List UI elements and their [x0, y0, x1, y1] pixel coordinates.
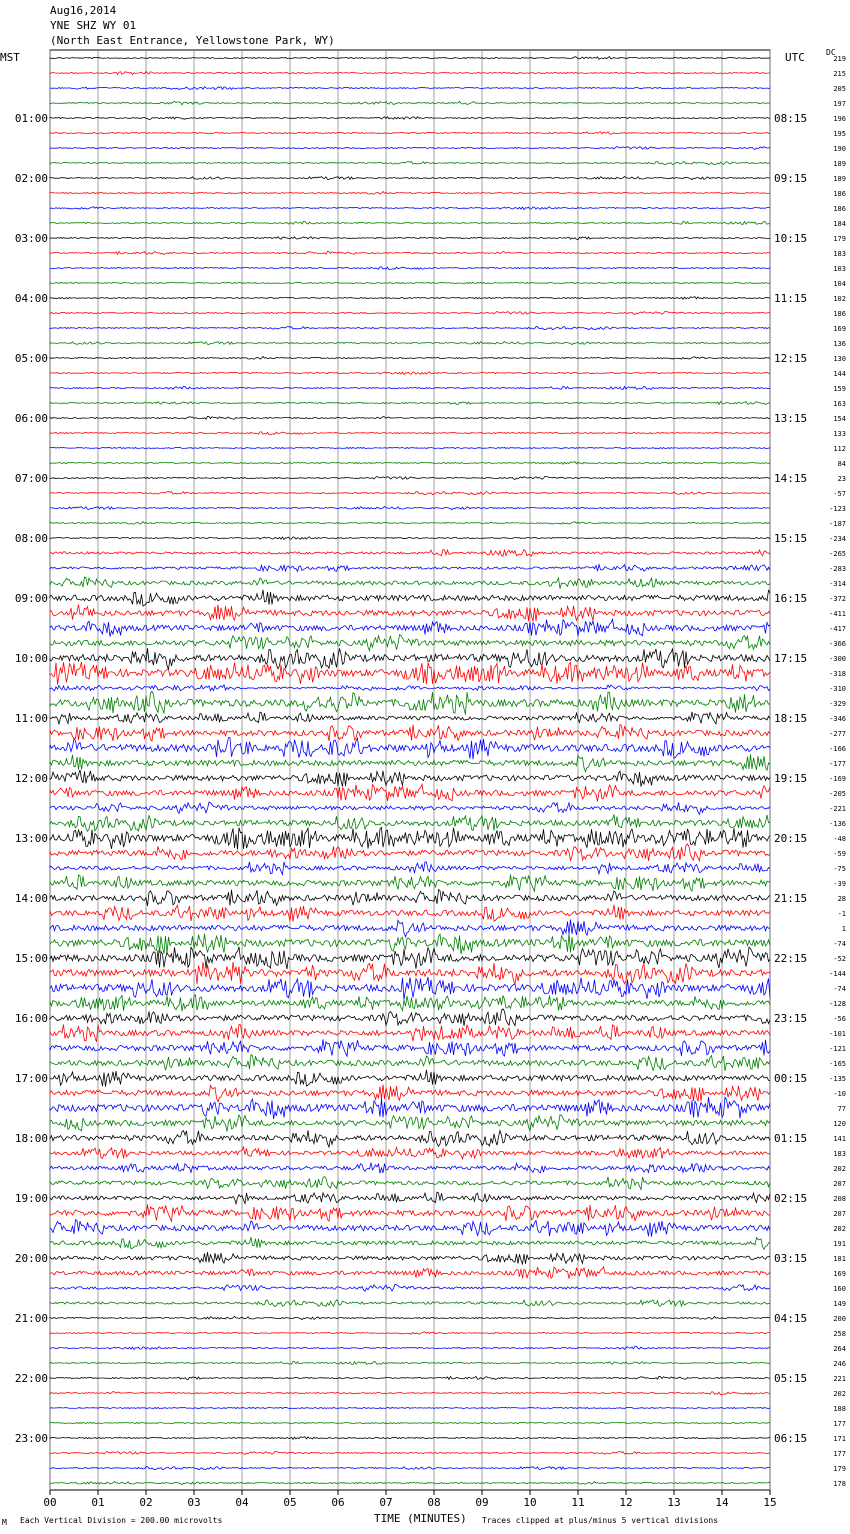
- seismic-trace: [50, 844, 770, 861]
- seismic-trace: [50, 1192, 770, 1204]
- dc-offset-value: 171: [833, 1435, 846, 1443]
- seismic-trace: [50, 691, 770, 714]
- dc-offset-value: 189: [833, 175, 846, 183]
- x-tick-label: 07: [379, 1496, 393, 1509]
- seismic-trace: [50, 237, 770, 240]
- x-tick-label: 06: [331, 1496, 345, 1509]
- seismic-trace: [50, 57, 770, 60]
- seismic-trace: [50, 814, 770, 831]
- seismic-trace: [50, 1025, 770, 1043]
- dc-offset-value: -48: [833, 835, 846, 843]
- left-hour-label: 09:00: [14, 592, 48, 605]
- seismic-trace: [50, 537, 770, 540]
- dc-offset-value: 177: [833, 1420, 846, 1428]
- dc-offset-value: 202: [833, 1225, 846, 1233]
- left-hour-label: 07:00: [14, 472, 48, 485]
- seismic-trace: [50, 176, 770, 179]
- seismic-trace: [50, 147, 770, 150]
- dc-offset-value: 197: [833, 100, 846, 108]
- right-hour-label: 11:15: [774, 292, 808, 305]
- dc-offset-value: 186: [833, 205, 846, 213]
- dc-offset-value: -56: [833, 1015, 846, 1023]
- dc-offset-value: 183: [833, 1150, 846, 1158]
- seismic-trace: [50, 1437, 770, 1440]
- dc-offset-value: 23: [837, 475, 846, 483]
- dc-offset-value: -166: [829, 745, 846, 753]
- seismic-trace: [50, 977, 770, 1000]
- dc-offset-value: 195: [833, 130, 846, 138]
- dc-offset-value: 169: [833, 325, 846, 333]
- x-tick-label: 09: [475, 1496, 489, 1509]
- right-hour-label: 08:15: [774, 112, 808, 125]
- right-timezone-label: UTC: [785, 51, 805, 64]
- right-hour-label: 21:15: [774, 892, 808, 905]
- right-hour-label: 09:15: [774, 172, 808, 185]
- dc-offset-value: -57: [833, 490, 846, 498]
- seismic-trace: [50, 1451, 770, 1454]
- dc-offset-value: 84: [837, 460, 846, 468]
- seismic-trace: [50, 738, 770, 760]
- seismic-trace: [50, 1097, 770, 1119]
- right-hour-label: 02:15: [774, 1192, 808, 1205]
- seismic-trace: [50, 132, 770, 135]
- right-hour-label: 00:15: [774, 1072, 808, 1085]
- dc-offset-value: -39: [833, 880, 846, 888]
- seismic-trace: [50, 1055, 770, 1071]
- right-hour-label: 23:15: [774, 1012, 808, 1025]
- seismic-trace: [50, 72, 770, 75]
- seismic-trace: [50, 874, 770, 891]
- seismic-trace: [50, 1252, 770, 1264]
- dc-offset-value: 159: [833, 385, 846, 393]
- header-station: YNE SHZ WY 01: [50, 19, 137, 32]
- x-tick-label: 08: [427, 1496, 441, 1509]
- dc-offset-value: -52: [833, 955, 846, 963]
- left-hour-label: 16:00: [14, 1012, 48, 1025]
- right-hour-label: 18:15: [774, 712, 808, 725]
- dc-offset-header: DC: [826, 48, 836, 57]
- right-hour-label: 05:15: [774, 1372, 808, 1385]
- left-hour-label: 04:00: [14, 292, 48, 305]
- dc-offset-value: 208: [833, 1195, 846, 1203]
- dc-offset-value: -101: [829, 1030, 846, 1038]
- seismic-trace: [50, 401, 770, 404]
- seismic-trace: [50, 1237, 770, 1249]
- dc-offset-value: -314: [829, 580, 846, 588]
- dc-offset-value: -136: [829, 820, 846, 828]
- seismic-trace: [50, 1392, 770, 1395]
- x-tick-label: 02: [139, 1496, 153, 1509]
- seismic-trace: [50, 462, 770, 465]
- seismic-trace: [50, 327, 770, 330]
- seismic-trace: [50, 1481, 770, 1484]
- dc-offset-value: 207: [833, 1210, 846, 1218]
- dc-offset-value: 130: [833, 355, 846, 363]
- seismic-trace: [50, 162, 770, 165]
- seismic-trace: [50, 1332, 770, 1334]
- seismic-trace: [50, 862, 770, 875]
- clip-note: Traces clipped at plus/minus 5 vertical divisions: [482, 1516, 719, 1525]
- x-tick-label: 14: [715, 1496, 729, 1509]
- right-hour-label: 20:15: [774, 832, 808, 845]
- dc-offset-value: -177: [829, 760, 846, 768]
- seismic-trace: [50, 1284, 770, 1291]
- seismic-trace: [50, 605, 770, 622]
- seismic-trace: [50, 87, 770, 90]
- dc-offset-value: 189: [833, 160, 846, 168]
- x-axis-label: TIME (MINUTES): [374, 1512, 467, 1525]
- seismic-trace: [50, 1009, 770, 1026]
- right-hour-label: 03:15: [774, 1252, 808, 1265]
- seismic-trace: [50, 1267, 770, 1279]
- seismic-trace: [50, 1467, 770, 1470]
- right-hour-label: 15:15: [774, 532, 808, 545]
- seismic-trace: [50, 1361, 770, 1364]
- left-hour-label: 17:00: [14, 1072, 48, 1085]
- seismic-trace: [50, 995, 770, 1011]
- dc-offset-value: -277: [829, 730, 846, 738]
- dc-offset-value: 188: [833, 1405, 846, 1413]
- dc-offset-value: 144: [833, 370, 846, 378]
- seismic-trace: [50, 784, 770, 801]
- dc-offset-value: 181: [833, 1255, 846, 1263]
- seismic-trace: [50, 685, 770, 691]
- seismic-trace: [50, 283, 770, 284]
- dc-offset-value: -135: [829, 1075, 846, 1083]
- x-tick-label: 12: [619, 1496, 633, 1509]
- seismic-trace: [50, 1346, 770, 1349]
- right-hour-label: 22:15: [774, 952, 808, 965]
- dc-offset-value: -310: [829, 685, 846, 693]
- seismic-trace: [50, 725, 770, 741]
- seismic-trace: [50, 565, 770, 572]
- dc-offset-value: -417: [829, 625, 846, 633]
- right-hour-label: 17:15: [774, 652, 808, 665]
- seismic-trace: [50, 476, 770, 479]
- dc-offset-value: 191: [833, 1240, 846, 1248]
- dc-offset-value: -329: [829, 700, 846, 708]
- left-hour-label: 13:00: [14, 832, 48, 845]
- left-hour-label: 02:00: [14, 172, 48, 185]
- dc-offset-value: 179: [833, 1465, 846, 1473]
- seismic-trace: [50, 311, 770, 314]
- dc-offset-value: 103: [833, 265, 846, 273]
- seismic-trace: [50, 492, 770, 495]
- seismic-trace: [50, 357, 770, 360]
- seismic-trace: [50, 770, 770, 787]
- left-hour-label: 18:00: [14, 1132, 48, 1145]
- x-tick-label: 01: [91, 1496, 105, 1509]
- seismic-trace: [50, 1130, 770, 1147]
- x-tick-label: 13: [667, 1496, 681, 1509]
- dc-offset-value: 28: [837, 895, 846, 903]
- scale-note: Each Vertical Division = 200.00 microvolts: [20, 1516, 223, 1525]
- dc-offset-value: -169: [829, 775, 846, 783]
- seismic-trace: [50, 192, 770, 195]
- right-hour-label: 04:15: [774, 1312, 808, 1325]
- right-hour-label: 10:15: [774, 232, 808, 245]
- dc-offset-value: 169: [833, 1270, 846, 1278]
- seismic-trace: [50, 1163, 770, 1174]
- left-hour-label: 20:00: [14, 1252, 48, 1265]
- seismic-trace: [50, 506, 770, 509]
- seismic-trace: [50, 890, 770, 906]
- seismic-trace: [50, 619, 770, 636]
- seismic-trace: [50, 1204, 770, 1221]
- right-hour-label: 16:15: [774, 592, 808, 605]
- dc-offset-value: -265: [829, 550, 846, 558]
- seismic-trace: [50, 432, 770, 435]
- seismic-trace: [50, 251, 770, 254]
- dc-offset-value: -165: [829, 1060, 846, 1068]
- left-hour-label: 03:00: [14, 232, 48, 245]
- seismic-trace: [50, 550, 770, 557]
- dc-offset-value: 133: [833, 430, 846, 438]
- dc-offset-value: 190: [833, 145, 846, 153]
- dc-offset-value: 186: [833, 310, 846, 318]
- dc-offset-value: 200: [833, 1315, 846, 1323]
- header-location: (North East Entrance, Yellowstone Park, WY): [50, 34, 335, 47]
- dc-offset-value: -318: [829, 670, 846, 678]
- dc-offset-value: -144: [829, 970, 846, 978]
- x-tick-label: 03: [187, 1496, 201, 1509]
- seismic-trace: [50, 827, 770, 849]
- seismic-trace: [50, 1316, 770, 1319]
- dc-offset-value: -75: [833, 865, 846, 873]
- dc-offset-value: 205: [833, 85, 846, 93]
- dc-offset-value: -346: [829, 715, 846, 723]
- dc-offset-value: 102: [833, 295, 846, 303]
- dc-offset-value: -283: [829, 565, 846, 573]
- seismic-trace: [50, 207, 770, 210]
- right-hour-label: 12:15: [774, 352, 808, 365]
- dc-offset-value: 112: [833, 445, 846, 453]
- dc-offset-value: -221: [829, 805, 846, 813]
- dc-offset-value: -1: [837, 910, 846, 918]
- dc-offset-value: 120: [833, 1120, 846, 1128]
- dc-offset-value: 207: [833, 1180, 846, 1188]
- seismic-trace: [50, 1408, 770, 1409]
- seismic-trace: [50, 1376, 770, 1379]
- seismic-trace: [50, 590, 770, 606]
- dc-offset-value: 215: [833, 70, 846, 78]
- left-hour-label: 10:00: [14, 652, 48, 665]
- seismic-trace: [50, 1147, 770, 1159]
- dc-offset-value: 178: [833, 1480, 846, 1488]
- seismic-trace: [50, 1300, 770, 1307]
- seismic-trace: [50, 448, 770, 449]
- dc-offset-value: 141: [833, 1135, 846, 1143]
- seismic-trace: [50, 920, 770, 937]
- seismic-trace: [50, 802, 770, 814]
- dc-offset-value: -121: [829, 1045, 846, 1053]
- seismic-trace: [50, 221, 770, 224]
- right-hour-label: 01:15: [774, 1132, 808, 1145]
- seismic-trace: [50, 1070, 770, 1087]
- seismic-trace: [50, 341, 770, 344]
- dc-offset-value: 258: [833, 1330, 846, 1338]
- dc-offset-value: 196: [833, 115, 846, 123]
- seismic-trace: [50, 905, 770, 922]
- dc-offset-value: 202: [833, 1165, 846, 1173]
- dc-offset-value: -10: [833, 1090, 846, 1098]
- left-hour-label: 05:00: [14, 352, 48, 365]
- left-hour-label: 12:00: [14, 772, 48, 785]
- dc-offset-value: -74: [833, 940, 846, 948]
- seismic-trace: [50, 1115, 770, 1132]
- right-hour-label: 14:15: [774, 472, 808, 485]
- header-date: Aug16,2014: [50, 4, 117, 17]
- seismic-trace: [50, 297, 770, 300]
- left-timezone-label: MST: [0, 51, 20, 64]
- seismic-trace: [50, 416, 770, 419]
- dc-offset-value: 104: [833, 280, 846, 288]
- dc-offset-value: -74: [833, 985, 846, 993]
- seismic-trace: [50, 1177, 770, 1190]
- dc-offset-value: -411: [829, 610, 846, 618]
- dc-offset-value: 154: [833, 415, 846, 423]
- dc-offset-value: 246: [833, 1360, 846, 1368]
- left-hour-label: 01:00: [14, 112, 48, 125]
- dc-offset-value: 1: [841, 925, 846, 933]
- right-hour-label: 06:15: [774, 1432, 808, 1445]
- seismic-trace: [50, 1039, 770, 1056]
- seismic-trace: [50, 386, 770, 389]
- seismic-trace: [50, 962, 770, 985]
- x-tick-label: 05: [283, 1496, 297, 1509]
- seismic-trace: [50, 712, 770, 724]
- dc-offset-value: -234: [829, 535, 846, 543]
- x-tick-label: 11: [571, 1496, 585, 1509]
- seismic-trace: [50, 755, 770, 772]
- dc-offset-value: 184: [833, 220, 846, 228]
- dc-offset-value: 179: [833, 235, 846, 243]
- seismic-trace: [50, 1220, 770, 1237]
- dc-offset-value: -187: [829, 520, 846, 528]
- dc-offset-value: -372: [829, 595, 846, 603]
- dc-offset-value: -205: [829, 790, 846, 798]
- seismic-trace: [50, 117, 770, 120]
- seismic-trace: [50, 1085, 770, 1102]
- seismic-trace: [50, 1423, 770, 1424]
- x-tick-label: 04: [235, 1496, 249, 1509]
- dc-offset-value: 221: [833, 1375, 846, 1383]
- dc-offset-value: 202: [833, 1390, 846, 1398]
- left-hour-label: 21:00: [14, 1312, 48, 1325]
- right-hour-label: 19:15: [774, 772, 808, 785]
- seismic-trace: [50, 947, 770, 969]
- dc-offset-value: 136: [833, 340, 846, 348]
- left-hour-label: 22:00: [14, 1372, 48, 1385]
- seismic-trace: [50, 522, 770, 525]
- dc-offset-value: 186: [833, 190, 846, 198]
- dc-offset-value: 149: [833, 1300, 846, 1308]
- seismic-trace: [50, 267, 770, 270]
- dc-offset-value: -128: [829, 1000, 846, 1008]
- left-hour-label: 11:00: [14, 712, 48, 725]
- seismic-trace: [50, 101, 770, 104]
- x-tick-label: 00: [43, 1496, 57, 1509]
- left-hour-label: 14:00: [14, 892, 48, 905]
- seismic-trace: [50, 648, 770, 669]
- dc-offset-value: -366: [829, 640, 846, 648]
- dc-offset-value: 77: [837, 1105, 846, 1113]
- left-hour-label: 15:00: [14, 952, 48, 965]
- dc-offset-value: 160: [833, 1285, 846, 1293]
- dc-offset-value: 219: [833, 55, 846, 63]
- dc-offset-value: 183: [833, 250, 846, 258]
- x-tick-label: 15: [763, 1496, 777, 1509]
- dc-offset-value: 163: [833, 400, 846, 408]
- dc-offset-value: -123: [829, 505, 846, 513]
- seismic-trace: [50, 372, 770, 375]
- left-hour-label: 06:00: [14, 412, 48, 425]
- dc-offset-value: 264: [833, 1345, 846, 1353]
- left-hour-label: 19:00: [14, 1192, 48, 1205]
- x-tick-label: 10: [523, 1496, 537, 1509]
- left-hour-label: 23:00: [14, 1432, 48, 1445]
- left-hour-label: 08:00: [14, 532, 48, 545]
- corner-mark: M: [2, 1518, 7, 1527]
- dc-offset-value: 177: [833, 1450, 846, 1458]
- dc-offset-value: -300: [829, 655, 846, 663]
- right-hour-label: 13:15: [774, 412, 808, 425]
- seismic-trace: [50, 635, 770, 651]
- dc-offset-value: -59: [833, 850, 846, 858]
- seismic-trace: [50, 577, 770, 589]
